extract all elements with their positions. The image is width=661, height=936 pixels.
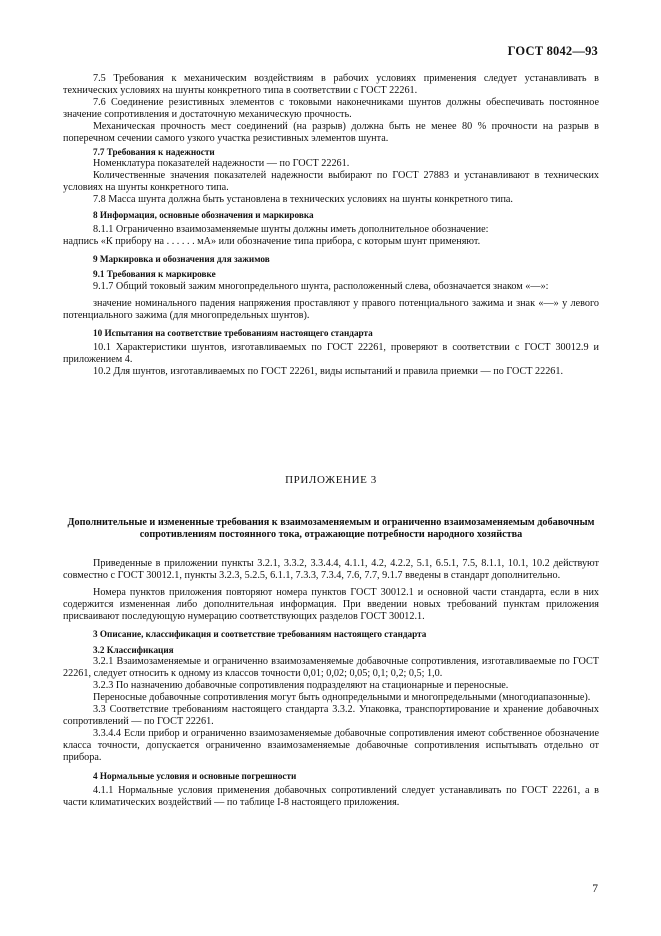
paragraph: Механическая прочность мест соединений (на разрыв) должна быть не менее 80 % прочности на разрыв в поперечном сечении самого узкого участка резистивных элементов шунта. — [63, 121, 599, 145]
paragraph: 7.6 Соединение резистивных элементов с токовыми наконечниками шунтов должны обеспечивать постоянное значение сопротивления и достаточную механическую прочность. — [63, 97, 599, 121]
subsection-heading: 3.2 Классификация — [93, 644, 174, 655]
paragraph: надпись «К прибору на . . . . . . мА» или обозначение типа прибора, с которым шунт применяют. — [63, 236, 481, 248]
paragraph: 10.2 Для шунтов, изготавливаемых по ГОСТ 22261, виды испытаний и правила приемки — по ГОСТ 22261. — [93, 366, 564, 378]
paragraph: 4.1.1 Нормальные условия применения добавочных сопротивлений следует устанавливать по ГОСТ 22261, а в части климатических воздействий — по таблице I-8 настоящего приложения. — [63, 784, 599, 808]
main-text — [63, 73, 599, 378]
paragraph: Переносные добавочные сопротивления могут быть однопредельными и многопредельными (многодиапазонные). — [93, 691, 591, 703]
paragraph: 3.3 Соответствие требованиям настоящего стандарта 3.3.2. Упаковка, транспортирование и хранение добавочных сопротивлений — по ГОСТ 22261. — [63, 704, 599, 728]
appendix-title: Дополнительные и измененные требования к взаимозаменяемым и ограниченно взаимозаменяемым добавочным сопротивлениям постоянного тока, отражающие потребности народного хозяйства — [67, 517, 595, 541]
paragraph: 8.1.1 Ограниченно взаимозаменяемые шунты должны иметь дополнительное обозначение: — [93, 224, 489, 236]
paragraph: 3.2.3 По назначению добавочные сопротивления подразделяют на стационарные и переносные. — [93, 679, 509, 691]
paragraph: 3.3.4.4 Если прибор и ограниченно взаимозаменяемые добавочные сопротивления имеют собственное обозначение класса точности, допускается ограниченно взаимозаменяемые добавочные сопротивления испытывать отдельно от прибора. — [63, 728, 599, 764]
appendix-text — [63, 558, 599, 809]
section-heading: 10 Испытания на соответствие требованиям настоящего стандарта — [93, 327, 373, 338]
paragraph: Количественные значения показателей надежности выбирают по ГОСТ 27883 и устанавливают в технических условиях на шунты конкретного типа. — [63, 169, 599, 193]
section-heading: 9 Маркировка и обозначения для зажимов — [93, 254, 270, 265]
paragraph: значение номинального падения напряжения проставляют у правого потенциального зажима и знак «—» у левого потенциального зажима (для многопредельных шунтов). — [63, 297, 599, 321]
paragraph: 7.8 Масса шунта должна быть установлена в технических условиях на шунты конкретного типа. — [93, 193, 513, 205]
section-heading: 3 Описание, классификация и соответствие требованиям настоящего стандарта — [93, 629, 427, 640]
paragraph: Номера пунктов приложения повторяют номера пунктов ГОСТ 30012.1 и основной части стандарта, если в них содержится измененная либо дополнительная информация. При введении новых требований пунктам приложения присваивают последующую нумерацию соответствующих разделов ГОСТ 30012.1. — [63, 587, 599, 623]
appendix-label: ПРИЛОЖЕНИЕ 3 — [285, 474, 377, 486]
paragraph: Номенклатура показателей надежности — по ГОСТ 22261. — [93, 157, 350, 169]
subsection-heading: 9.1 Требования к маркировке — [93, 269, 216, 280]
page-number: 7 — [592, 883, 598, 895]
paragraph: 9.1.7 Общий токовый зажим многопредельного шунта, расположенный слева, обозначается знаком «—»: — [93, 280, 549, 292]
section-heading: 4 Нормальные условия и основные погрешности — [93, 770, 297, 781]
paragraph: 7.5 Требования к механическим воздействиям в рабочих условиях применения следует устанавливать в технических условиях на шунты конкретного типа в соответствии с ГОСТ 22261. — [63, 73, 599, 97]
running-header: ГОСТ 8042—93 — [507, 44, 598, 58]
section-heading: 8 Информация, основные обозначения и маркировка — [93, 210, 314, 221]
subsection-heading: 7.7 Требования к надежности — [93, 146, 215, 157]
paragraph: 3.2.1 Взаимозаменяемые и ограниченно взаимозаменяемые добавочные сопротивления, изготавливаемые по ГОСТ 22261, следует относить к одному из классов точности 0,01; 0,02; 0,05; 0,1; 0,2; 0,5; 1,0. — [63, 655, 599, 679]
paragraph: 10.1 Характеристики шунтов, изготавливаемых по ГОСТ 22261, проверяют в соответствии с ГОСТ 30012.9 и приложением 4. — [63, 341, 599, 365]
paragraph: Приведенные в приложении пункты 3.2.1, 3.3.2, 3.3.4.4, 4.1.1, 4.2, 4.2.2, 5.1, 6.5.1, 7.5, 8.1.1, 10.1, 10.2 действуют совместно с ГОСТ 30012.1, пункты 3.2.3, 5.2.5, 6.1.1, 7.3.3, 7.3.4, 7.6, 7.7, 9.1.7 введены в стандарт дополнительно. — [63, 558, 599, 582]
